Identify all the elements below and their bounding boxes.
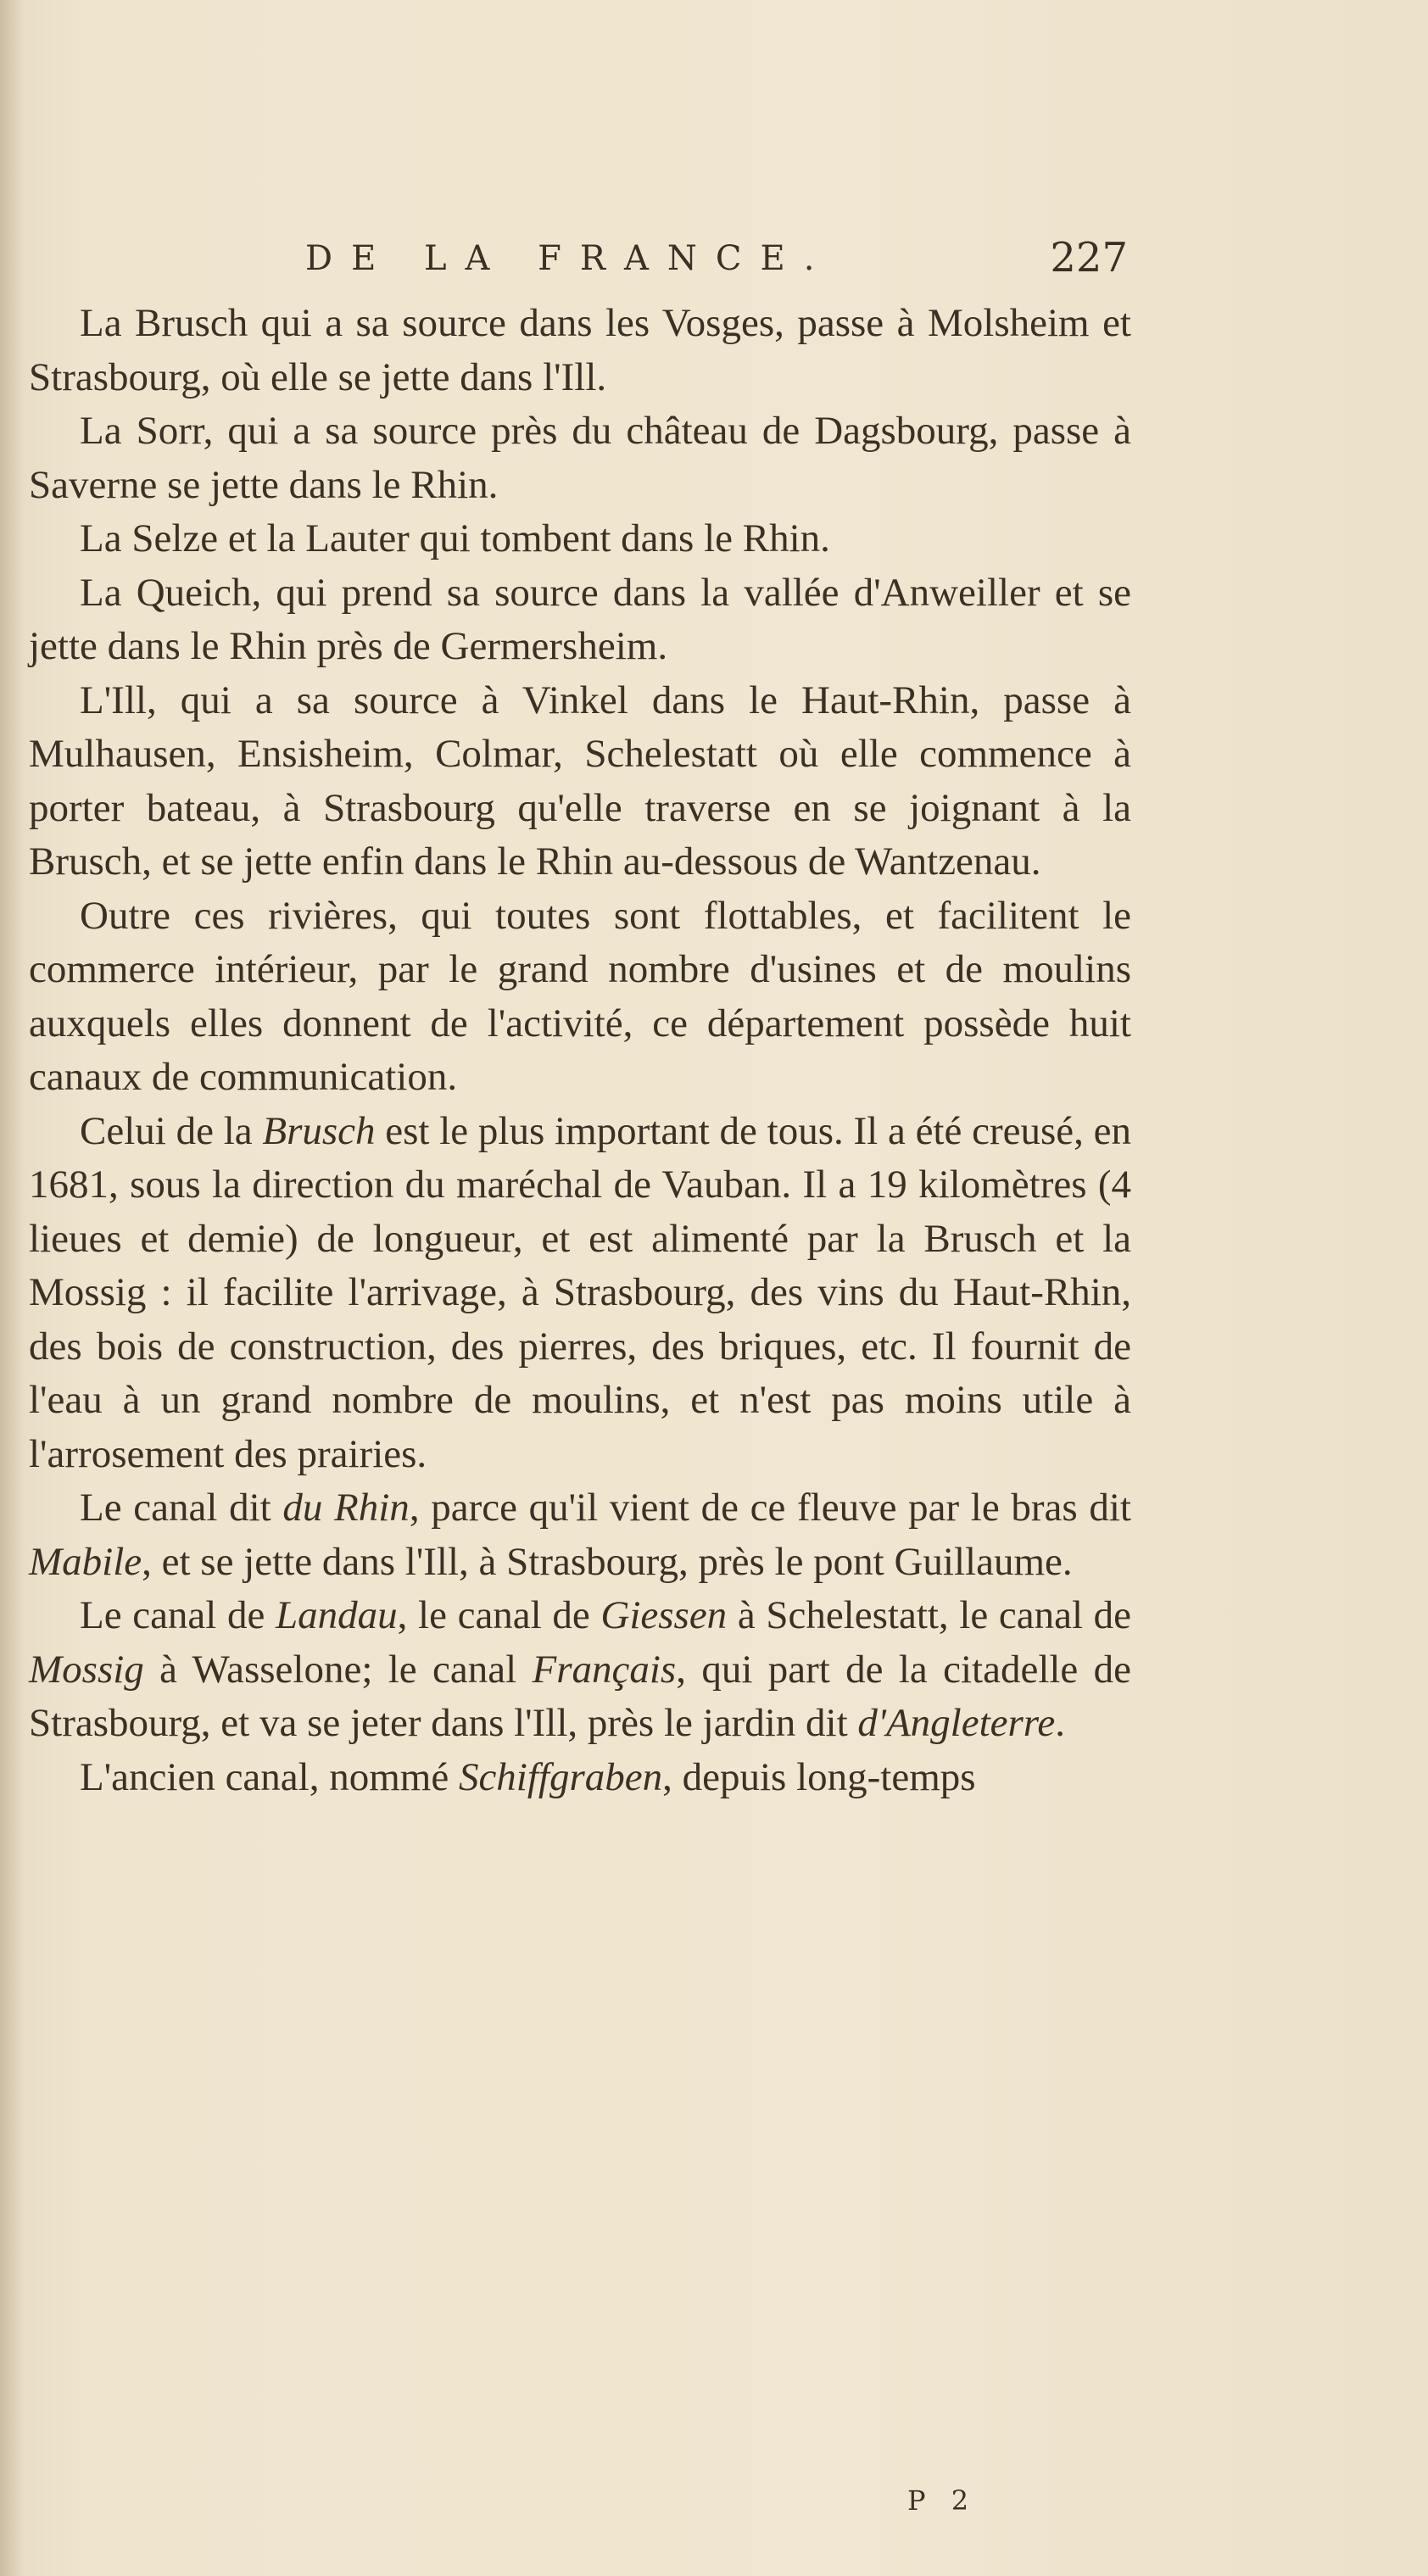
italic-name: Giessen <box>600 1593 728 1637</box>
page-body <box>29 297 1131 1804</box>
signature-mark: P 2 <box>907 2484 978 2517</box>
text-run: à Schelestatt, le canal de <box>727 1593 1132 1637</box>
paragraph-autres-canaux <box>29 1589 1131 1751</box>
text-run: Le canal de <box>80 1593 276 1637</box>
running-title: DE LA FRANCE. <box>305 239 834 278</box>
italic-name: du Rhin <box>282 1486 410 1530</box>
text-run: est le plus important de tous. Il a été creusé, en 1681, sous la direction du maréchal de Vauban. Il a 19 kilomètres (4 lieues et demie) de longueur, et est alimenté par la Brusch et la Mossig : il facilite l'arrivage, à Strasbourg, des vins du Haut-Rhin, des bois de construction, des pierres, des briques, etc. Il fournit de l'eau à un grand nombre de moulins, et n'est pas moins utile à l'arrosement des prairies. <box>29 1108 1131 1476</box>
paragraph-ancien-canal <box>29 1751 1131 1805</box>
text-run: Celui de la <box>80 1108 263 1153</box>
page-header <box>305 234 1128 290</box>
italic-name: Brusch <box>262 1108 376 1153</box>
paragraph-ill: L'Ill, qui a sa source à Vinkel dans le Haut-Rhin, passe à Mulhausen, Ensisheim, Colmar, Schelestatt où elle commence à porter bateau, à Strasbourg qu'elle traverse en se joignant à la Brusch, et se jette enfin dans le Rhin au-dessous de Wantzenau. <box>29 677 1131 884</box>
paragraph-selze-lauter: La Selze et la Lauter qui tombent dans le Rhin. <box>80 516 830 560</box>
text-run: . <box>1055 1701 1065 1745</box>
italic-name: Landau <box>276 1593 398 1637</box>
italic-name: Français <box>532 1647 677 1692</box>
text-run: Le canal dit <box>80 1486 283 1530</box>
paragraph-canal-rhin <box>29 1481 1131 1589</box>
paragraph-canal-brusch <box>29 1105 1131 1482</box>
paragraph-sorr: La Sorr, qui a sa source près du château de Dagsbourg, passe à Saverne se jette dans le Rhin. <box>29 409 1131 507</box>
paragraph-queich: La Queich, qui prend sa source dans la vallée d'Anweiller et se jette dans le Rhin près de Germersheim. <box>29 570 1131 668</box>
text-run: , qui part de la citadelle de Strasbourg, et va se jeter dans l'Ill, près le jardin dit <box>29 1647 1132 1745</box>
text-run: , parce qu'il vient de ce fleuve par le bras dit <box>409 1486 1131 1530</box>
binding-shadow <box>0 0 24 2576</box>
italic-name: d'Angleterre <box>857 1701 1056 1745</box>
text-run: , et se jette dans l'Ill, à Strasbourg, près le pont Guillaume. <box>142 1539 1073 1584</box>
text-run: , le canal de <box>397 1593 601 1637</box>
italic-name: Mabile <box>29 1539 142 1584</box>
text-run: , depuis long-temps <box>662 1754 976 1799</box>
text-run: à Wasselone; le canal <box>143 1647 533 1692</box>
text-run: L'ancien canal, nommé <box>80 1754 459 1799</box>
italic-name: Mossig <box>29 1647 144 1692</box>
paragraph-brusch: La Brusch qui a sa source dans les Vosges, passe à Molsheim et Strasbourg, où elle se jette dans l'Ill. <box>29 301 1131 399</box>
page-number: 227 <box>1050 234 1128 282</box>
paragraph-canaux-intro: Outre ces rivières, qui toutes sont flottables, et facilitent le commerce intérieur, par le grand nombre d'usines et de moulins auxquels elles donnent de l'activité, ce département possède huit canaux de communication. <box>29 893 1131 1099</box>
italic-name: Schiffgraben <box>458 1754 663 1799</box>
